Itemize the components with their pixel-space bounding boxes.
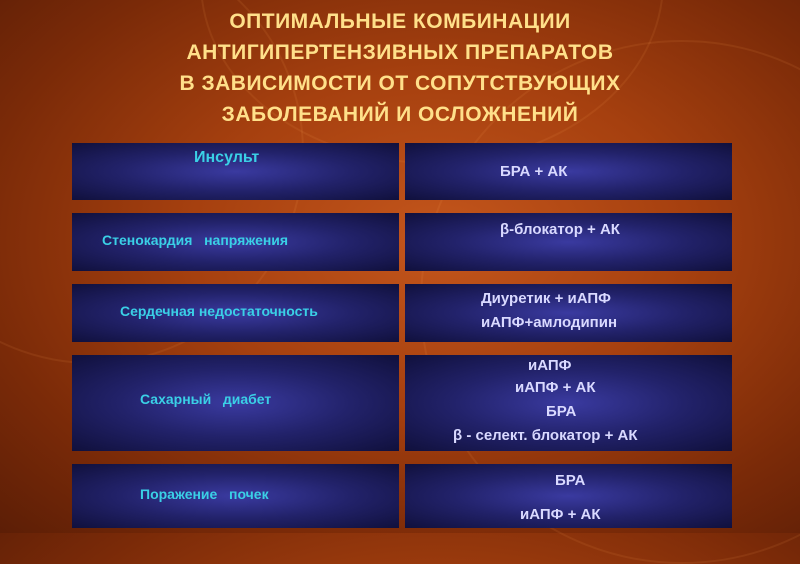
combination-cell [405,464,732,528]
combination-cell [405,284,732,342]
condition-label: Стенокардия напряжения [102,232,289,248]
condition-label: Сердечная недостаточность [120,303,318,319]
title-line: ОПТИМАЛЬНЫЕ КОМБИНАЦИИ [229,10,571,33]
condition-label: Поражение почек [140,486,269,502]
condition-label: Инсульт [194,149,260,166]
combination-text: иАПФ + АК [515,379,596,396]
title-line: ЗАБОЛЕВАНИЙ И ОСЛОЖНЕНИЙ [221,103,579,126]
condition-cell [72,355,399,451]
condition-cell [72,143,399,200]
title-line: АНТИГИПЕРТЕНЗИВНЫХ ПРЕПАРАТОВ [186,41,614,64]
combination-text: БРА [555,472,586,489]
combination-text: β-блокатор + АК [500,221,620,238]
condition-label: Сахарный диабет [140,391,272,407]
condition-cell [72,213,399,271]
combination-text: β - селект. блокатор + АК [453,427,638,444]
condition-cell [72,464,399,528]
condition-cell [72,284,399,342]
combination-text: БРА + АК [500,163,568,180]
combination-cell [405,355,732,451]
combination-text: иАПФ [528,357,572,374]
combination-cell [405,143,732,200]
combination-text: иАПФ + АК [520,506,601,523]
title-line: В ЗАВИСИМОСТИ ОТ СОПУТСТВУЮЩИХ [179,72,621,95]
combination-text: Диуретик + иАПФ [481,290,611,307]
combination-text: иАПФ+амлодипин [481,314,618,331]
combination-text: БРА [546,403,577,420]
combination-cell [405,213,732,271]
slide-title [0,6,800,130]
